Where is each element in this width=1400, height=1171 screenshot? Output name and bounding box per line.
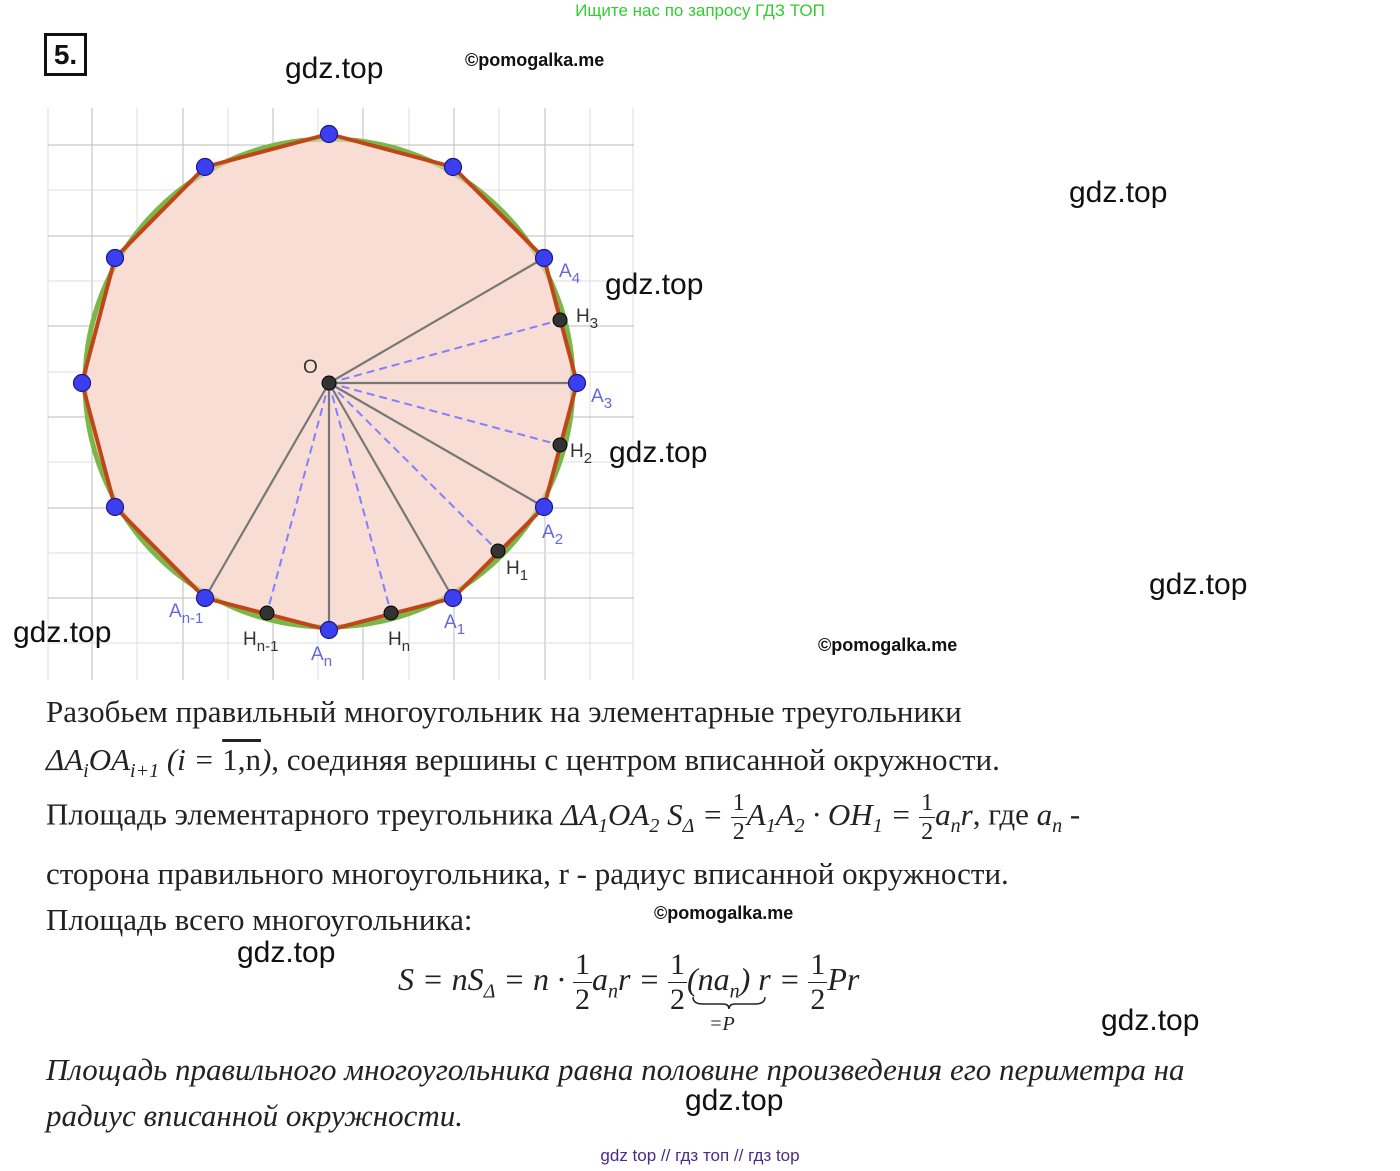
solution-paragraph-4: сторона правильного многоугольника, r - радиус вписанной окружности. [46, 856, 1009, 891]
vertex [107, 499, 124, 516]
label-a4: $A_4$ [559, 261, 581, 287]
vertex-a4 [536, 250, 553, 267]
vertex [321, 126, 338, 143]
foot-h1 [491, 544, 505, 558]
label-a3: $A_3$ [591, 386, 613, 412]
solution-paragraph-2 [46, 742, 1000, 783]
conclusion-line-2: радиус вписанной окружности. [46, 1098, 464, 1133]
label-hn: $H_n$ [388, 629, 411, 655]
solution-paragraph-3: Площадь элементарного треугольника $\Delta A_1OA_2$ $S_\Delta$ = $\frac{1}{2}$ $A_1A_2 \cdot OH_1$ = $\frac{1}{2}$ $a_nr$, где $a_n$ - [46, 790, 1081, 845]
label-a2: $A_2$ [542, 522, 564, 548]
watermark-gdz: gdz.top [1069, 176, 1168, 209]
watermark-gdz: gdz.top [237, 936, 336, 969]
task-number: 5. [44, 33, 87, 76]
vertex-a3 [569, 375, 586, 392]
vertex [74, 375, 91, 392]
label-an: $A_n$ [311, 644, 333, 670]
label-an1: $A_{n-1}$ [169, 601, 204, 627]
vertex [445, 159, 462, 176]
watermark-pomogalka: ©pomogalka.me [818, 635, 958, 655]
watermark-pomogalka: ©pomogalka.me [654, 903, 794, 923]
paragraph-2-tail: , соединяя вершины с центром вписанной окружности. [271, 742, 1000, 777]
vertex-an1 [197, 590, 214, 607]
paragraph-3-tail: , где [972, 796, 1029, 832]
label-a1: $A_1$ [444, 612, 466, 638]
foot-hn1 [260, 606, 274, 620]
vertex [107, 250, 124, 267]
label-hn1: $H_{n-1}$ [243, 629, 279, 655]
vertex-a2 [536, 499, 553, 516]
watermark-gdz: gdz.top [285, 52, 384, 85]
top-banner: Ищите нас по запросу ГДЗ ТОП [575, 1, 825, 20]
label-h2: $H_2$ [570, 441, 593, 467]
vertex [197, 159, 214, 176]
triangle-formula: $\Delta A_iOA_{i+1}$ (i = 1,n) [46, 742, 272, 783]
watermark-gdz: gdz.top [685, 1084, 784, 1117]
polygon-figure [0, 0, 700, 700]
watermark-gdz: gdz.top [1149, 568, 1248, 601]
total-area-formula: $S = nS_\Delta = n$ · $\frac{1}{2}$ $a_nr$ = $\frac{1}{2}$ $(na_n)$ =P r = $\frac{1}{2}$ Pr [398, 948, 860, 1035]
watermark-gdz: gdz.top [1101, 1004, 1200, 1037]
label-h1: $H_1$ [506, 558, 529, 584]
watermark-pomogalka: ©pomogalka.me [465, 50, 605, 70]
conclusion-line-1: Площадь правильного многоугольника равна половине произведения его периметра на [46, 1052, 1185, 1087]
footer-links[interactable]: gdz top // гдз топ // гдз top [600, 1146, 800, 1165]
foot-hn [384, 606, 398, 620]
paragraph-3-head: Площадь элементарного треугольника [46, 796, 554, 832]
watermark-gdz: gdz.top [13, 616, 112, 649]
foot-h2 [553, 438, 567, 452]
foot-h3 [553, 313, 567, 327]
label-o: O [303, 357, 318, 378]
watermark-gdz: gdz.top [605, 268, 704, 301]
vertex-a1 [445, 590, 462, 607]
watermark-gdz: gdz.top [609, 436, 708, 469]
center-point [322, 376, 336, 390]
solution-paragraph-1: Разобьем правильный многоугольник на элементарные треугольники [46, 694, 962, 729]
elementary-area-formula: $\Delta A_1OA_2$ $S_\Delta$ = $\frac{1}{2}$ $A_1A_2 \cdot OH_1$ = $\frac{1}{2}$ $a_nr$ [560, 790, 973, 845]
label-h3: $H_3$ [576, 306, 599, 332]
solution-paragraph-5: Площадь всего многоугольника: [46, 902, 473, 937]
vertex-an [321, 622, 338, 639]
